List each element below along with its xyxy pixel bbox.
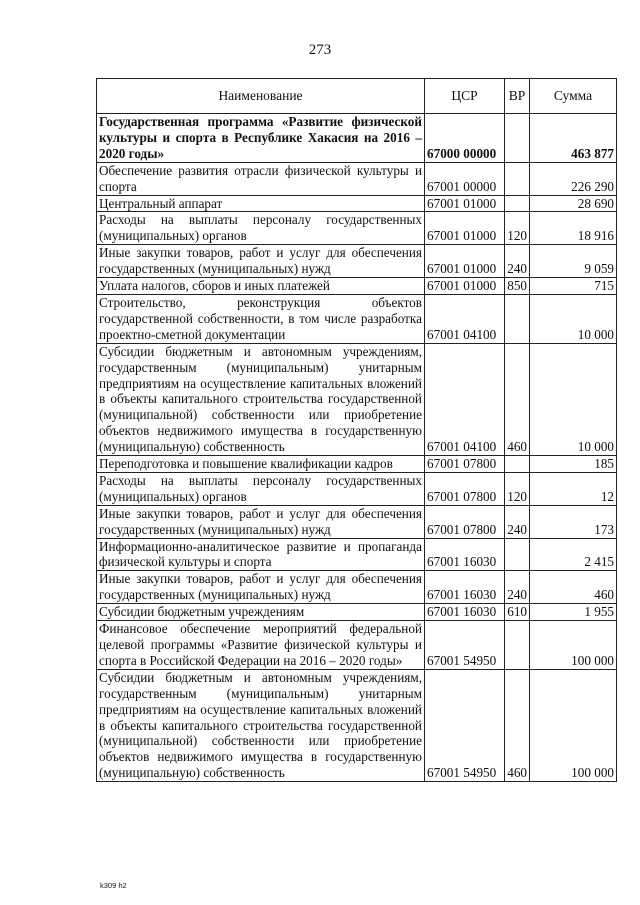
table-row: [97, 212, 617, 245]
table-row: [97, 456, 617, 473]
cell-name: Иные закупки товаров, работ и услуг для обеспечения государственных (муниципальных) нужд: [97, 245, 425, 278]
cell-vr: 120: [505, 212, 530, 245]
table-row: [97, 604, 617, 621]
cell-vr: 240: [505, 505, 530, 538]
cell-name: Уплата налогов, сборов и иных платежей: [97, 278, 425, 295]
cell-csr: 67001 16030: [425, 571, 505, 604]
cell-vr: 460: [505, 669, 530, 781]
cell-name: Строительство, реконструкция объектов государственной собственности, в том числе разработка проектно-сметной документации: [97, 294, 425, 343]
page-number: 273: [308, 42, 332, 58]
cell-name: Субсидии бюджетным и автономным учреждениям, государственным (муниципальным) унитарным предприятиям на осуществление капитальных вложений в объекты капитального строительства государственной (муниципальной) собственности или приобретение объектов недвижимого имущества в государственную (муниципальную) собственность: [97, 343, 425, 455]
cell-name: Информационно-аналитическое развитие и пропаганда физической культуры и спорта: [97, 538, 425, 571]
cell-csr: 67001 07800: [425, 456, 505, 473]
cell-name: Переподготовка и повышение квалификации кадров: [97, 456, 425, 473]
cell-csr: 67001 54950: [425, 669, 505, 781]
cell-sum: 173: [530, 505, 617, 538]
cell-vr: [505, 114, 530, 163]
cell-sum: 185: [530, 456, 617, 473]
cell-name: Иные закупки товаров, работ и услуг для обеспечения государственных (муниципальных) нужд: [97, 571, 425, 604]
cell-csr: 67001 01000: [425, 278, 505, 295]
cell-name: Субсидии бюджетным и автономным учреждениям, государственным (муниципальным) унитарным предприятиям на осуществление капитальных вложений в объекты капитального строительства государственной (муниципальной) собственности или приобретение объектов недвижимого имущества в государственную (муниципальную) собственность: [97, 669, 425, 781]
cell-csr: 67001 01000: [425, 245, 505, 278]
cell-sum: 10 000: [530, 343, 617, 455]
budget-table: [96, 78, 617, 782]
cell-sum: 460: [530, 571, 617, 604]
cell-sum: 28 690: [530, 195, 617, 212]
cell-sum: 463 877: [530, 114, 617, 163]
cell-vr: [505, 456, 530, 473]
cell-vr: 610: [505, 604, 530, 621]
cell-sum: 2 415: [530, 538, 617, 571]
cell-csr: 67001 04100: [425, 343, 505, 455]
cell-csr: 67001 16030: [425, 604, 505, 621]
cell-vr: [505, 195, 530, 212]
cell-vr: [505, 538, 530, 571]
cell-name: Иные закупки товаров, работ и услуг для обеспечения государственных (муниципальных) нужд: [97, 505, 425, 538]
cell-sum: 1 955: [530, 604, 617, 621]
table-row: [97, 294, 617, 343]
table-row: [97, 571, 617, 604]
cell-vr: 120: [505, 472, 530, 505]
cell-sum: 100 000: [530, 669, 617, 781]
cell-name: Финансовое обеспечение мероприятий федеральной целевой программы «Развитие физической культуры и спорта в Российской Федерации на 2016 – 2020 годы»: [97, 621, 425, 670]
cell-name: Обеспечение развития отрасли физической культуры и спорта: [97, 162, 425, 195]
table-row: [97, 162, 617, 195]
cell-name: Расходы на выплаты персоналу государственных (муниципальных) органов: [97, 212, 425, 245]
cell-csr: 67001 54950: [425, 621, 505, 670]
cell-vr: 240: [505, 571, 530, 604]
cell-name: Расходы на выплаты персоналу государственных (муниципальных) органов: [97, 472, 425, 505]
table-row: [97, 472, 617, 505]
table-row: [97, 195, 617, 212]
table-row: [97, 621, 617, 670]
cell-vr: 850: [505, 278, 530, 295]
table-row: [97, 245, 617, 278]
cell-vr: [505, 162, 530, 195]
cell-sum: 18 916: [530, 212, 617, 245]
cell-vr: 240: [505, 245, 530, 278]
cell-csr: 67001 16030: [425, 538, 505, 571]
header-name: Наименование: [97, 79, 425, 114]
cell-sum: 226 290: [530, 162, 617, 195]
cell-csr: 67001 01000: [425, 212, 505, 245]
header-csr: ЦСР: [425, 79, 505, 114]
cell-sum: 9 059: [530, 245, 617, 278]
cell-vr: [505, 294, 530, 343]
cell-sum: 12: [530, 472, 617, 505]
table-row: [97, 343, 617, 455]
cell-csr: 67001 07800: [425, 472, 505, 505]
cell-vr: [505, 621, 530, 670]
cell-name: Государственная программа «Развитие физической культуры и спорта в Республике Хакасия на 2016 – 2020 годы»: [97, 114, 425, 163]
table-row: [97, 278, 617, 295]
cell-sum: 715: [530, 278, 617, 295]
footer-code: k309 h2: [100, 881, 127, 890]
cell-sum: 10 000: [530, 294, 617, 343]
cell-csr: 67001 01000: [425, 195, 505, 212]
table-row: [97, 669, 617, 781]
table-header-row: [97, 79, 617, 114]
cell-csr: 67001 00000: [425, 162, 505, 195]
cell-name: Субсидии бюджетным учреждениям: [97, 604, 425, 621]
header-sum: Сумма: [530, 79, 617, 114]
cell-name: Центральный аппарат: [97, 195, 425, 212]
cell-csr: 67001 04100: [425, 294, 505, 343]
cell-vr: 460: [505, 343, 530, 455]
cell-csr: 67001 07800: [425, 505, 505, 538]
cell-sum: 100 000: [530, 621, 617, 670]
table-row: [97, 505, 617, 538]
table-row: [97, 114, 617, 163]
header-vr: ВР: [505, 79, 530, 114]
table-row: [97, 538, 617, 571]
cell-csr: 67000 00000: [425, 114, 505, 163]
